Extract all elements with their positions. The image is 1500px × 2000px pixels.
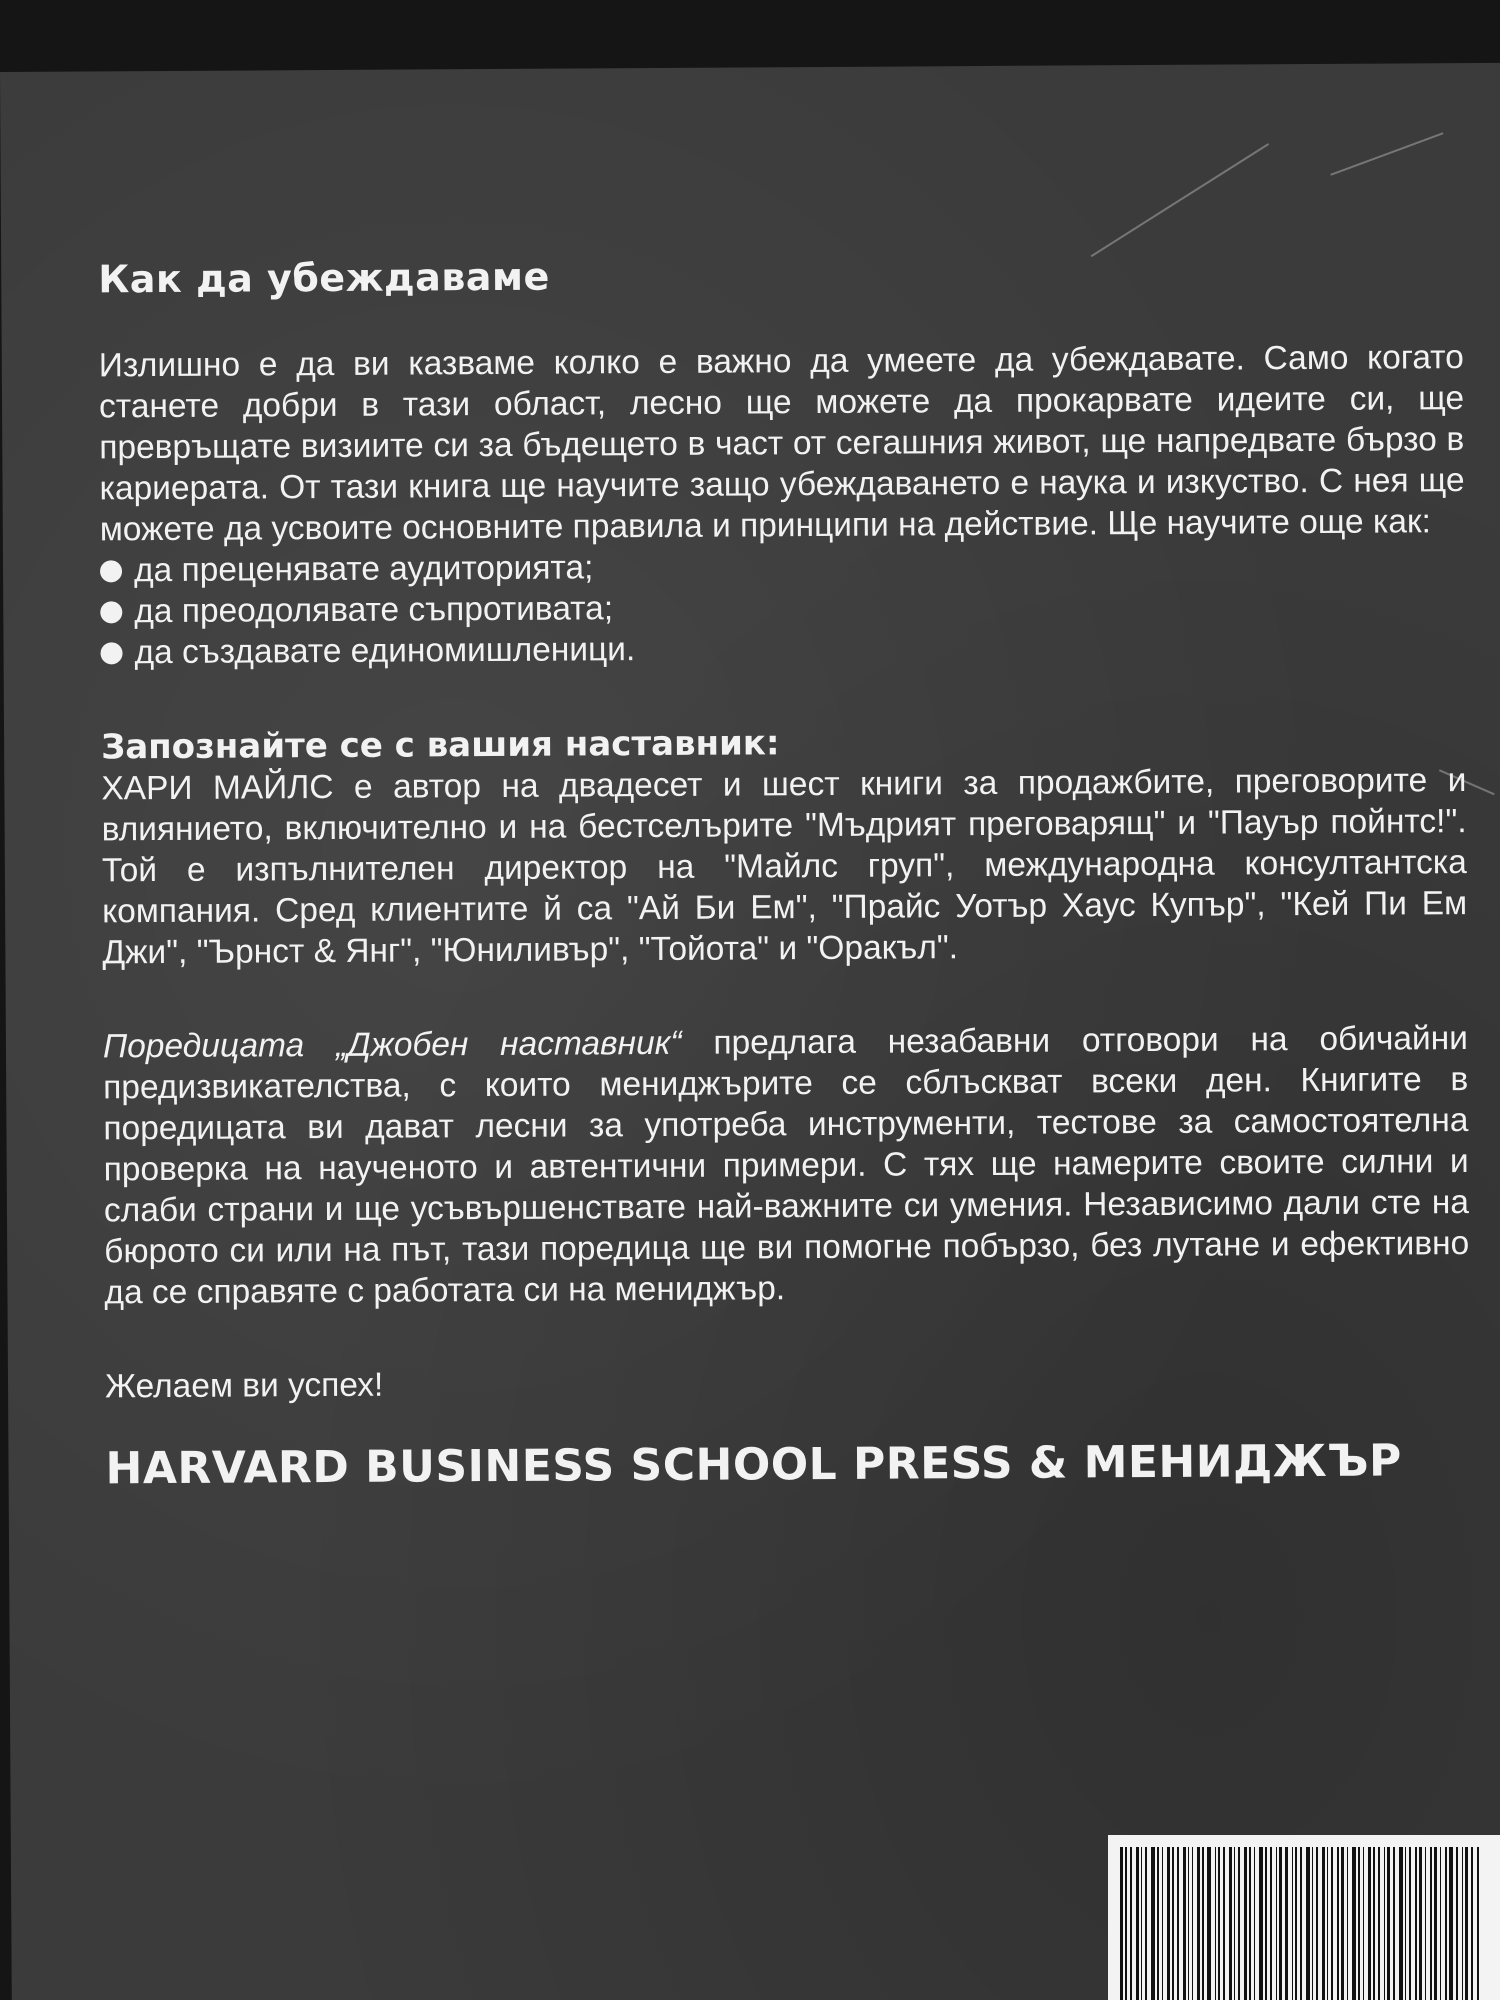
- barcode-bar: [1347, 1847, 1348, 2000]
- barcode-bar: [1477, 1847, 1479, 2000]
- barcode-bar: [1292, 1847, 1293, 2000]
- barcode-bar: [1322, 1847, 1325, 2000]
- barcode-bar: [1192, 1847, 1193, 2000]
- barcode-bar: [1337, 1847, 1339, 2000]
- barcode-bar: [1223, 1847, 1225, 2000]
- barcode-bar: [1188, 1847, 1189, 2000]
- barcode-bar: [1341, 1847, 1344, 2000]
- barcode-bar: [1415, 1847, 1417, 2000]
- barcode-bar: [1449, 1847, 1453, 2000]
- barcode-bar: [1265, 1847, 1267, 2000]
- barcode-bar: [1234, 1847, 1235, 2000]
- bullet-icon: [100, 560, 122, 582]
- barcode-bar: [1295, 1847, 1297, 2000]
- book-title-heading: Как да убеждаваме: [98, 254, 550, 302]
- barcode-bar: [1215, 1847, 1216, 2000]
- barcode-bar: [1445, 1847, 1447, 2000]
- barcode-bar: [1270, 1847, 1272, 2000]
- series-description: предлага незабавни отговори на обичайни предизвикателства, с които мениджърите се сблъскват всеки ден. Книгите в поредицата ви дават лесни за употреба инструменти, тестове за самостоятелна проверка на наученото и автентични примери. С тях ще намерите своите силни и слаби страни и ще усъвършенствате най-важните си умения. Независимо дали сте на бюрото си или на път, тази поредица ще ви помогне побързо, без лутане и ефективно да се справяте с работата си на мениджър.: [103, 1020, 1470, 1312]
- list-item-text: да преценявате аудиторията;: [133, 549, 594, 590]
- barcode-bar: [1358, 1847, 1360, 2000]
- barcode-bar: [1462, 1847, 1463, 2000]
- barcode-bar: [1183, 1847, 1186, 2000]
- barcode-bar: [1259, 1847, 1263, 2000]
- barcode-bar: [1197, 1847, 1200, 2000]
- barcode-bar: [1331, 1847, 1333, 2000]
- barcode-bar: [1167, 1847, 1170, 2000]
- barcode-bar: [1202, 1847, 1204, 2000]
- barcode-bar: [1393, 1847, 1395, 2000]
- barcode-bar: [1177, 1847, 1179, 2000]
- barcode-bar: [1373, 1847, 1375, 2000]
- barcode-bar: [1151, 1847, 1155, 2000]
- barcode-bar: [1125, 1847, 1127, 2000]
- barcode-bar: [1157, 1847, 1159, 2000]
- barcode-bar: [1254, 1847, 1255, 2000]
- barcode-bar: [1172, 1847, 1174, 2000]
- barcode-bar: [1430, 1847, 1432, 2000]
- publisher-line: HARVARD BUSINESS SCHOOL PRESS & МЕНИДЖЪР: [105, 1434, 1402, 1494]
- barcode-bar: [1409, 1847, 1411, 2000]
- barcode-bar: [1312, 1847, 1313, 2000]
- skills-list: [100, 542, 1466, 673]
- mentor-paragraph: ХАРИ МАЙЛС е автор на двадесет и шест книги за продажбите, преговорите и влиянието, включително и на бестселърите "Мъдрият преговарящ" и "Пауър пойнтс!". Той е изпълнителен директор на "Майлс груп", международна консултантска компания. Сред клиентите й са "Ай Би Ем", "Прайс Уотър Хаус Купър", "Кей Пи Ем Джи", "Ърнст & Янг", "Юниливър", "Тойота" и "Оракъл".: [101, 762, 1468, 972]
- barcode-bar: [1279, 1847, 1282, 2000]
- barcode-bar: [1378, 1847, 1380, 2000]
- barcode-bar: [1399, 1847, 1403, 2000]
- barcode-bar: [1120, 1847, 1123, 2000]
- cover-text: [98, 243, 1471, 1497]
- barcode-bar: [1306, 1847, 1310, 2000]
- barcode-bar: [1327, 1847, 1328, 2000]
- cover-crease: [1330, 132, 1443, 176]
- cover-crease: [1091, 143, 1269, 257]
- book-back-cover: [0, 63, 1500, 2000]
- barcode-bar: [1387, 1847, 1390, 2000]
- barcode-bar: [1136, 1847, 1139, 2000]
- barcode-bar: [1352, 1847, 1356, 2000]
- bullet-icon: [100, 601, 122, 623]
- list-item-text: да създавате единомишленици.: [134, 631, 636, 672]
- barcode-bar: [1363, 1847, 1364, 2000]
- barcode-bar: [1229, 1847, 1232, 2000]
- barcode-bar: [1141, 1847, 1142, 2000]
- mentor-heading: Запознайте се с вашия наставник:: [101, 723, 780, 768]
- barcode-bar: [1162, 1847, 1163, 2000]
- bullet-icon: [100, 642, 122, 664]
- barcode-bar: [1145, 1847, 1147, 2000]
- barcode-bar: [1316, 1847, 1318, 2000]
- barcode-icon: [1120, 1847, 1500, 2000]
- barcode-bar: [1218, 1847, 1220, 2000]
- barcode-bar: [1300, 1847, 1302, 2000]
- barcode-bar: [1207, 1847, 1211, 2000]
- barcode-bar: [1130, 1847, 1132, 2000]
- barcode-bar: [1238, 1847, 1240, 2000]
- barcode-bar: [1405, 1847, 1406, 2000]
- barcode-bar: [1456, 1847, 1458, 2000]
- barcode-bar: [1249, 1847, 1251, 2000]
- barcode-bar: [1285, 1847, 1288, 2000]
- series-paragraph: [103, 1018, 1470, 1313]
- barcode-bar: [1465, 1847, 1468, 2000]
- barcode-bar: [1419, 1847, 1422, 2000]
- barcode-bar: [1384, 1847, 1385, 2000]
- barcode-label: [1108, 1835, 1500, 2000]
- barcode-bar: [1434, 1847, 1437, 2000]
- barcode-bar: [1368, 1847, 1371, 2000]
- barcode-bar: [1471, 1847, 1473, 2000]
- series-name: Поредицата „Джобен наставник“: [102, 1024, 682, 1066]
- barcode-bar: [1440, 1847, 1441, 2000]
- barcode-bar: [1276, 1847, 1277, 2000]
- list-item-text: да преодолявате съпротивата;: [134, 590, 614, 631]
- intro-paragraph: Излишно е да ви казваме колко е важно да умеете да убеждавате. Само когато станете добри в тази област, лесно ще можете да прокарвате идеите си, ще превръщате визиите си за бъдещето в част от сегашния живот, ще напредвате бързо в кариерата. От тази книга ще научите защо убеждаването е наука и изкуство. С нея ще можете да усвоите основните правила и принципи на действие. Ще научите още как:: [98, 339, 1465, 549]
- list-item: [100, 624, 1465, 673]
- closing-line: Желаем ви успех!: [104, 1366, 384, 1406]
- barcode-bar: [1425, 1847, 1426, 2000]
- barcode-bar: [1244, 1847, 1247, 2000]
